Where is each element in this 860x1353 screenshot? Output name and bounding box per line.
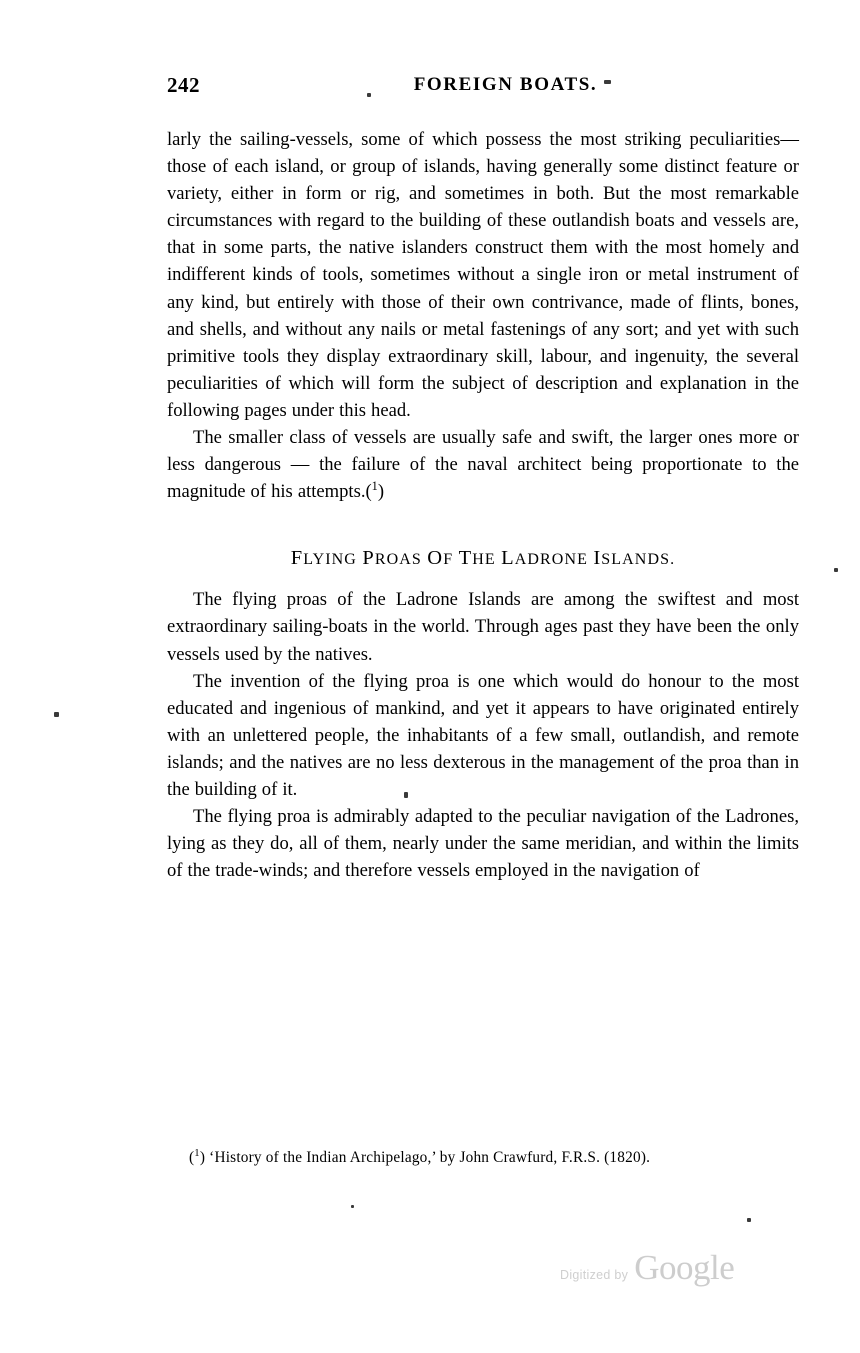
paragraph-smaller-class bbox=[167, 424, 799, 505]
text-block bbox=[167, 126, 799, 884]
paragraph-navigation: The flying proa is admirably adapted to the peculiar navigation of the Ladrones, lying as they do, all of them, nearly under the same meridian, and within the limits of the trade-winds; and therefore vessels employed in the navigation of bbox=[167, 806, 799, 882]
heading-word: THE bbox=[458, 547, 496, 570]
scan-speck-icon bbox=[747, 1218, 751, 1222]
footnote-reference: ($^1$) bbox=[365, 479, 385, 503]
watermark-brand: Google bbox=[634, 1248, 735, 1287]
spacer bbox=[167, 505, 799, 545]
heading-word: LADRONE bbox=[501, 547, 588, 570]
footnote-text: ‘History of the Indian Archipelago,’ by John Crawfurd, F.R.S. (1820). bbox=[205, 1149, 651, 1166]
running-head bbox=[167, 70, 798, 100]
watermark-prefix: Digitized by bbox=[560, 1268, 629, 1282]
paragraph-invention: The invention of the flying proa is one which would do honour to the most educated and ingenious of mankind, and yet it appears to have originated entirely with an unlettered people, the inhabitants of a few small, outlandish, and remote islands; and the natives are no less dexterous in the management of the proa than in the building of it. bbox=[167, 670, 799, 800]
paragraph-flying-proas: The flying proas of the Ladrone Islands are among the swiftest and most extraordinary sailing-boats in the world. Through ages past they have been the only vessels used by the natives. bbox=[167, 589, 799, 665]
scan-speck-icon bbox=[351, 1205, 354, 1208]
heading-word: FLYING bbox=[290, 547, 357, 570]
running-title: FOREIGN BOATS. bbox=[413, 74, 598, 95]
footnote-marker: ($^1$) bbox=[189, 1146, 206, 1166]
heading-word: OF bbox=[427, 547, 454, 570]
paragraph-text: The smaller class of vessels are usually safe and swift, the larger ones more or less dangerous — the failure of the naval architect being proportionate to the magnitude of his attempts. bbox=[167, 427, 799, 503]
scan-speck-icon bbox=[367, 93, 371, 97]
footnote bbox=[167, 1146, 799, 1170]
paragraph-continuation: larly the sailing-vessels, some of which possess the most striking peculiarities—those of each island, or group of islands, having generally some distinct feature or variety, either in form or rig, and sometimes in both. But the most remarkable circumstances with regard to the building of these outlandish boats and vessels are, that in some parts, the native islanders construct them with the most homely and indifferent kinds of tools, sometimes without a single iron or metal instrument of any kind, but entirely with those of their own contrivance, made of flints, bones, and shells, and without any nails or metal fastenings of any sort; and yet with such primitive tools they display extraordinary skill, labour, and ingenuity, the several peculiarities of which will form the subject of description and explanation in the following pages under this head. bbox=[167, 129, 799, 421]
google-watermark bbox=[560, 1248, 810, 1294]
scan-speck-icon bbox=[54, 712, 59, 717]
spacer bbox=[167, 573, 799, 586]
section-heading bbox=[167, 545, 799, 573]
page-number: 242 bbox=[167, 73, 200, 97]
scan-speck-icon bbox=[834, 568, 838, 572]
heading-word: ISLANDS. bbox=[593, 547, 676, 570]
heading-word: PROAS bbox=[362, 547, 422, 570]
scan-speck-icon bbox=[604, 80, 611, 84]
